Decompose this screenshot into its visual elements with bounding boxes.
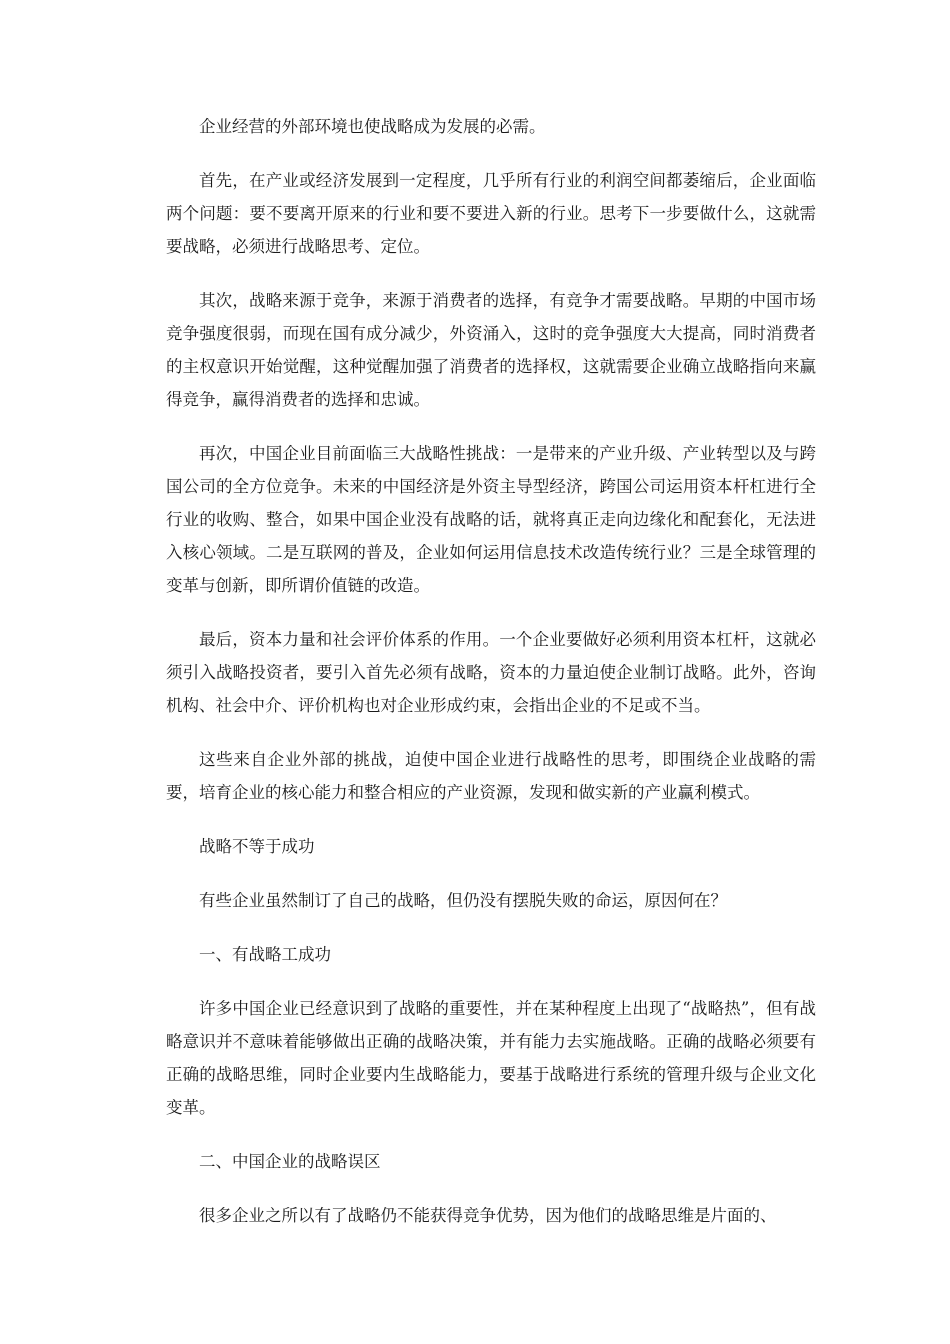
paragraph-strategy-thinking: 很多企业之所以有了战略仍不能获得竞争优势，因为他们的战略思维是片面的、 [199, 1206, 777, 1225]
paragraph-failure-question: 有些企业虽然制订了自己的战略，但仍没有摆脱失败的命运，原因何在？ [199, 891, 727, 910]
document-body [166, 110, 816, 1253]
paragraph-third-reason: 再次，中国企业目前面临三大战略性挑战：一是带来的产业升级、产业转型以及与跨国公司的全方位竞争。未来的中国经济是外资主导型经济，跨国公司运用资本杆杠进行全行业的收购、整合，如果中国企业没有战略的话，就将真正走向边缘化和配套化，无法进入核心领域。二是互联网的普及，企业如何运用信息技术改造传统行业？三是全球管理的变革与创新，即所谓价值链的改造。 [166, 444, 816, 595]
paragraph-external-challenges: 这些来自企业外部的挑战，迫使中国企业进行战略性的思考，即围绕企业战略的需要，培育企业的核心能力和整合相应的产业资源，发现和做实新的产业赢利模式。 [166, 750, 816, 802]
paragraph-strategy-awareness: 许多中国企业已经意识到了战略的重要性，并在某种程度上出现了“战略热”，但有战略意识并不意味着能够做出正确的战略决策，并有能力去实施战略。正确的战略必须要有正确的战略思维，同时企业要内生战略能力，要基于战略进行系统的管理升级与企业文化变革。 [166, 999, 816, 1117]
paragraph-external-environment: 企业经营的外部环境也使战略成为发展的必需。 [199, 117, 546, 136]
subheading-two: 二、中国企业的战略误区 [199, 1152, 381, 1171]
paragraph-final-reason: 最后，资本力量和社会评价体系的作用。一个企业要做好必须利用资本杠杆，这就必须引入战略投资者，要引入首先必须有战略，资本的力量迫使企业制订战略。此外，咨询机构、社会中介、评价机构也对企业形成约束，会指出企业的不足或不当。 [166, 630, 816, 715]
section-heading-strategy-not-success: 战略不等于成功 [199, 837, 315, 856]
paragraph-second-reason: 其次，战略来源于竞争，来源于消费者的选择，有竞争才需要战略。早期的中国市场竞争强度很弱，而现在国有成分减少，外资涌入，这时的竞争强度大大提高，同时消费者的主权意识开始觉醒，这种觉醒加强了消费者的选择权，这就需要企业确立战略指向来赢得竞争，赢得消费者的选择和忠诚。 [166, 291, 816, 409]
subheading-one: 一、有战略工成功 [199, 945, 331, 964]
paragraph-first-reason: 首先，在产业或经济发展到一定程度，几乎所有行业的利润空间都萎缩后，企业面临两个问题：要不要离开原来的行业和要不要进入新的行业。思考下一步要做什么，这就需要战略，必须进行战略思考、定位。 [166, 171, 816, 256]
